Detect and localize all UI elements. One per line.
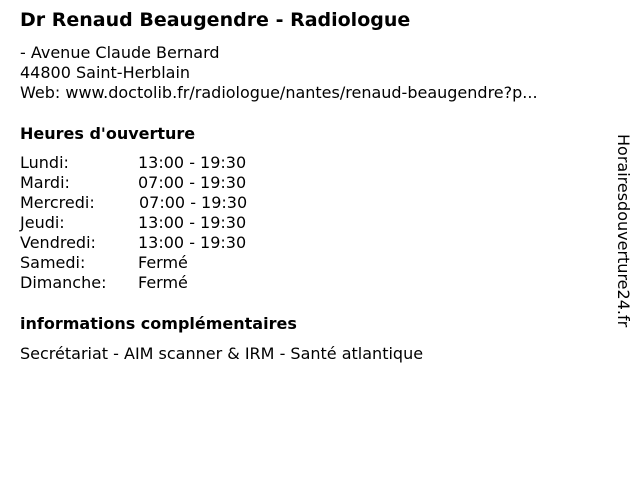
additional-info-heading: informations complémentaires	[20, 314, 297, 333]
additional-info-text: Secrétariat - AIM scanner & IRM - Santé atlantique	[20, 344, 424, 363]
day-label: Samedi:	[20, 253, 86, 272]
day-label: Mardi:	[20, 173, 70, 192]
hours-row-jeudi	[20, 213, 247, 233]
hours-value: Fermé	[138, 253, 188, 272]
day-label: Dimanche:	[20, 273, 107, 292]
hours-value: 13:00 - 19:30	[138, 213, 247, 232]
site-watermark: Horairesdouverture24.fr	[614, 134, 633, 328]
opening-hours-table	[20, 153, 247, 293]
hours-row-mardi	[20, 173, 247, 193]
page-title: Dr Renaud Beaugendre - Radiologue	[20, 9, 411, 31]
website-link[interactable]: Web: www.doctolib.fr/radiologue/nantes/renaud-beaugendre?p...	[20, 83, 538, 102]
hours-value: 13:00 - 19:30	[138, 153, 247, 172]
day-label: Jeudi:	[20, 213, 65, 232]
hours-row-vendredi	[20, 233, 247, 253]
hours-value: 07:00 - 19:30	[138, 173, 247, 192]
hours-row-samedi	[20, 253, 247, 273]
day-label: Vendredi:	[20, 233, 96, 252]
hours-value: 07:00 - 19:30	[139, 193, 248, 212]
day-label: Lundi:	[20, 153, 69, 172]
address-city: 44800 Saint-Herblain	[20, 63, 191, 82]
hours-row-lundi	[20, 153, 247, 173]
day-label: Mercredi:	[20, 193, 95, 212]
hours-row-mercredi	[20, 193, 247, 213]
opening-hours-heading: Heures d'ouverture	[20, 124, 196, 143]
hours-value: Fermé	[138, 273, 188, 292]
hours-value: 13:00 - 19:30	[138, 233, 247, 252]
address-street: - Avenue Claude Bernard	[20, 43, 220, 62]
hours-row-dimanche	[20, 273, 247, 293]
address-block	[20, 43, 538, 103]
